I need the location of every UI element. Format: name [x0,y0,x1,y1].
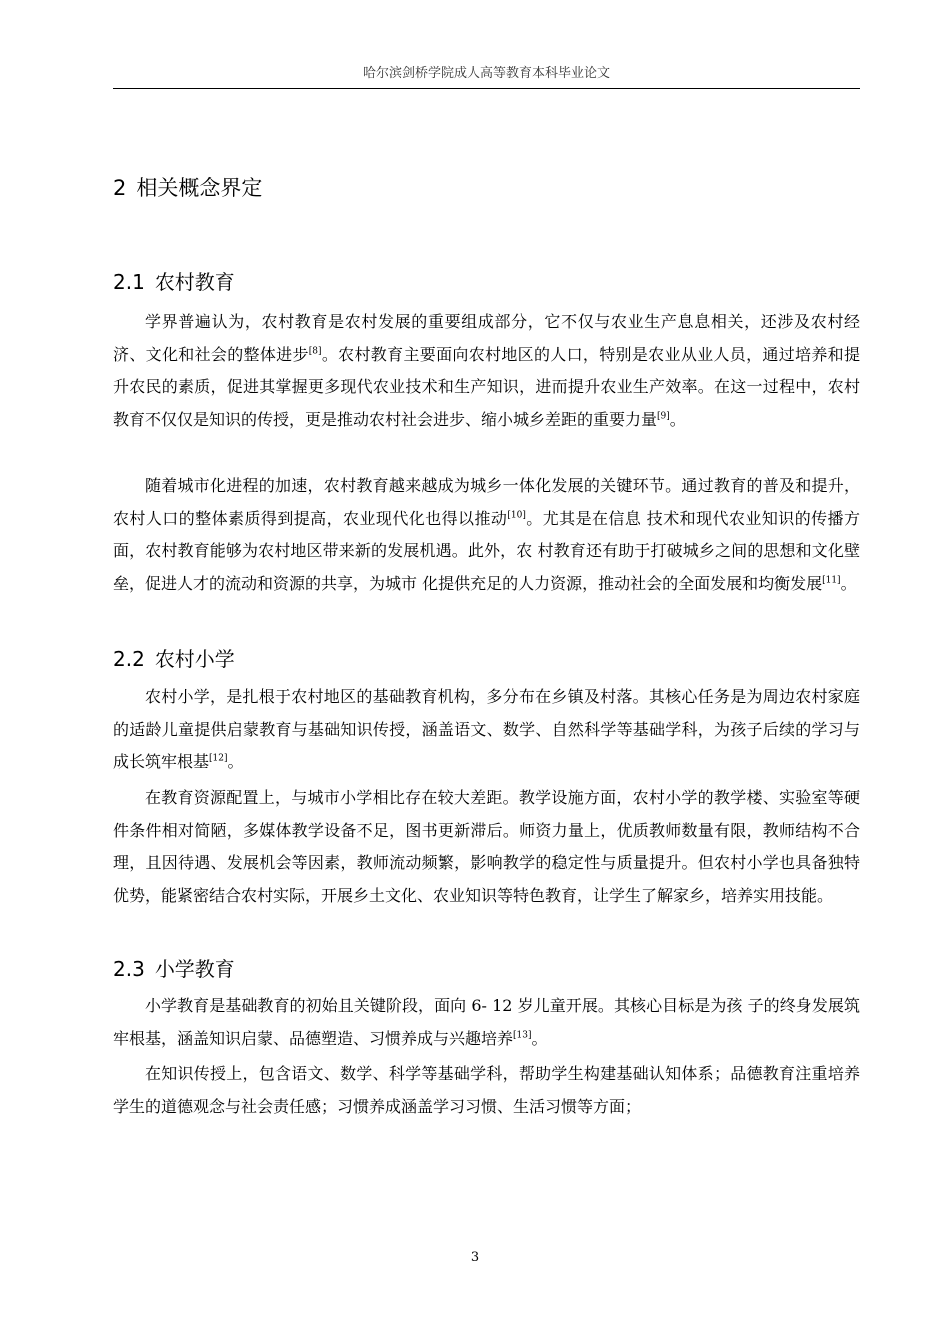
paragraph-text: 。 [227,752,244,771]
citation: [12] [209,753,228,764]
section-title: 农村教育 [154,270,235,294]
citation: [13] [513,1030,532,1041]
section-heading-2-2 [113,643,235,672]
paragraph-text: 农村小学，是扎根于农村地区的基础教育机构，多分布在乡镇及村落。其核心任务是为周边农村家庭的适龄儿童提供启蒙教育与基础知识传授，涵盖语文、数学、自然科学等基础学科，为孩子后续的学习与成长筑牢根基 [113,687,860,771]
paragraph-text: 。农村教育主要面向农村地区的人口，特别是农业从业人员，通过培养和提升农民的素质，促进其掌握更多现代农业技术和生产知识，进而提升农业生产效率。在这一过程中，农村教育不仅仅是知识的传授，更是推动农村社会进步、缩小城乡差距的重要力量 [113,344,860,429]
paragraph-text: 。 [531,1028,548,1048]
section-number: 2.1 [113,270,145,294]
paragraph [113,470,860,600]
chapter-number: 2 [113,176,127,200]
paragraph [113,1058,860,1123]
citation: [11] [822,575,841,586]
section-title: 农村小学 [154,647,235,671]
paragraph [113,681,860,779]
paragraph-text: 学界普遍认为，农村教育是农村发展的重要组成部分，它不仅与农业生产息息相关，还涉及农村经济、文化和社会的整体进步 [113,312,860,364]
section-heading-2-1 [113,266,235,295]
citation: [8] [308,346,322,357]
citation: [10] [507,510,526,521]
paragraph [113,306,860,436]
header-divider [113,88,860,89]
chapter-heading [113,172,262,202]
paragraph-text: 。 [840,573,857,593]
paragraph-text: 在知识传授上，包含语文、数学、科学等基础学科，帮助学生构建基础认知体系；品德教育注重培养学生的道德观念与社会责任感；习惯养成涵盖学习习惯、生活习惯等方面； [113,1064,860,1116]
page-number: 3 [470,1250,480,1265]
section-number: 2.2 [113,647,145,671]
running-header: 哈尔滨剑桥学院成人高等教育本科毕业论文 [362,66,610,81]
paragraph [113,782,860,912]
paragraph-text: 随着城市化进程的加速，农村教育越来越成为城乡一体化发展的关键环节。通过教育的普及和提升，农村人口的整体素质得到提高，农业现代化也得以推动 [113,476,860,528]
section-number: 2.3 [113,957,145,981]
section-heading-2-3 [113,953,235,982]
paragraph [113,990,860,1055]
paragraph-text: 。尤其是在信息 技术和现代农业知识的传播方面，农村教育能够为农村地区带来新的发展机遇。此外，农 村教育还有助于打破城乡之间的思想和文化壁垒，促进人才的流动和资源的共享，为城市 化提供充足的人力资源，推动社会的全面发展和均衡发展 [113,508,860,593]
paragraph-text: 在教育资源配置上，与城市小学相比存在较大差距。教学设施方面，农村小学的教学楼、实验室等硬件条件相对简陋，多媒体教学设备不足，图书更新滞后。师资力量上，优质教师数量有限，教师结构不合理，且因待遇、发展机会等因素，教师流动频繁，影响教学的稳定性与质量提升。但农村小学也具备独特优势，能紧密结合农村实际，开展乡土文化、农业知识等特色教育，让学生了解家乡，培养实用技能。 [113,788,860,905]
chapter-title: 相关概念界定 [136,176,263,200]
section-title: 小学教育 [154,957,235,981]
citation: [9] [657,411,670,422]
paragraph-text: 小学教育是基础教育的初始且关键阶段，面向 6- 12 岁儿童开展。其核心目标是为孩 子的终身发展筑牢根基，涵盖知识启蒙、品德塑造、习惯养成与兴趣培养 [113,996,860,1048]
paragraph-text: 。 [669,409,686,429]
